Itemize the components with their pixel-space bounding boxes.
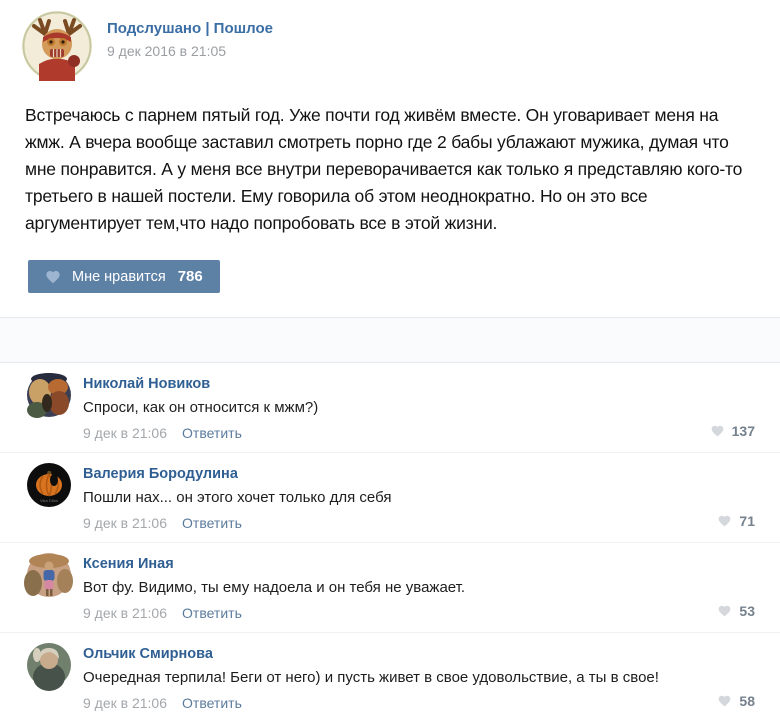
comment-meta [83, 425, 318, 441]
comment-author-link[interactable]: Ксения Иная [83, 556, 174, 572]
heart-icon [717, 514, 732, 528]
comment-like-control[interactable] [710, 423, 755, 439]
comment-item [0, 632, 780, 722]
reindeer-avatar-image [22, 11, 92, 81]
commenter-avatar[interactable] [27, 643, 71, 687]
comment-text: Пошли нах... он этого хочет только для себя [83, 489, 392, 506]
comment-meta [83, 515, 391, 531]
comment-like-count: 137 [731, 423, 755, 439]
reply-link[interactable]: Ответить [182, 425, 242, 441]
comment-body [83, 463, 391, 531]
comment-date[interactable]: 9 дек в 21:06 [83, 695, 168, 711]
post-date[interactable]: 9 дек 2016 в 21:05 [107, 43, 227, 59]
comment-like-count: 53 [739, 603, 755, 619]
comment-like-count: 58 [739, 693, 755, 709]
comment-text: Спроси, как он относится к мжм?) [83, 399, 319, 416]
heart-icon [710, 424, 725, 438]
like-button-label: Мне нравится [72, 268, 166, 285]
comment-body [83, 643, 659, 711]
comment-item [0, 542, 780, 632]
reply-link[interactable]: Ответить [182, 515, 242, 531]
comment-date[interactable]: 9 дек в 21:06 [83, 425, 168, 441]
comment-date[interactable]: 9 дек в 21:06 [83, 515, 168, 531]
comment-body [83, 373, 318, 441]
group-name-link[interactable]: Подслушано | Пошлое [107, 20, 273, 37]
comment-text: Вот фу. Видимо, ты ему надоела и он тебя не уважает. [83, 579, 466, 596]
like-button[interactable] [28, 260, 220, 293]
group-avatar[interactable] [22, 11, 92, 81]
heart-icon [45, 269, 61, 285]
comment-item [0, 452, 780, 542]
comment-author-link[interactable]: Валерия Бородулина [83, 466, 238, 482]
svg-text:Vika Dilan: Vika Dilan [40, 498, 58, 503]
comment-date[interactable]: 9 дек в 21:06 [83, 605, 168, 621]
post [0, 0, 780, 317]
post-text: Встречаюсь с парнем пятый год. Уже почти год живём вместе. Он уговаривает меня на жмж. А вчера вообще заставил смотреть порно где 2 бабы ублажают мужика, думая что мне понравится. А у меня все внутри переворачивается как только я представляю кого-то третьего в нашей постели. Ему говорила об этом неоднократно. Но он это все аргументирует тем,что надо попробовать все в этой жизни. [25, 105, 743, 233]
comment-author-link[interactable]: Николай Новиков [83, 376, 211, 392]
reply-link[interactable]: Ответить [182, 605, 242, 621]
commenter-avatar[interactable] [27, 463, 71, 507]
comment-meta [83, 605, 465, 621]
comment-author-link[interactable]: Ольчик Смирнова [83, 646, 213, 662]
heart-icon [717, 604, 732, 618]
commenter-avatar[interactable] [27, 373, 71, 417]
comment-like-control[interactable] [717, 603, 755, 619]
gray-portrait-avatar-image [27, 643, 71, 687]
post-header [0, 0, 780, 81]
header-info [107, 11, 273, 81]
comment-body [83, 553, 465, 621]
dark-painting-avatar-image [27, 373, 71, 417]
commenter-avatar[interactable] [27, 553, 71, 597]
comments-section [0, 363, 780, 722]
comment-item [0, 363, 780, 452]
pumpkin-avatar-image [27, 463, 71, 507]
comment-like-control[interactable] [717, 513, 755, 529]
reply-link[interactable]: Ответить [182, 695, 242, 711]
heart-icon [717, 694, 732, 708]
comment-like-count: 71 [739, 513, 755, 529]
like-button-count: 786 [177, 268, 203, 285]
colorful-figure-avatar-image [27, 553, 71, 597]
comment-text: Очередная терпила! Беги от него) и пусть живет в свое удовольствие, а ты в свое! [83, 669, 659, 686]
post-comments-separator [0, 317, 780, 363]
comment-meta [83, 695, 659, 711]
comment-like-control[interactable] [717, 693, 755, 709]
